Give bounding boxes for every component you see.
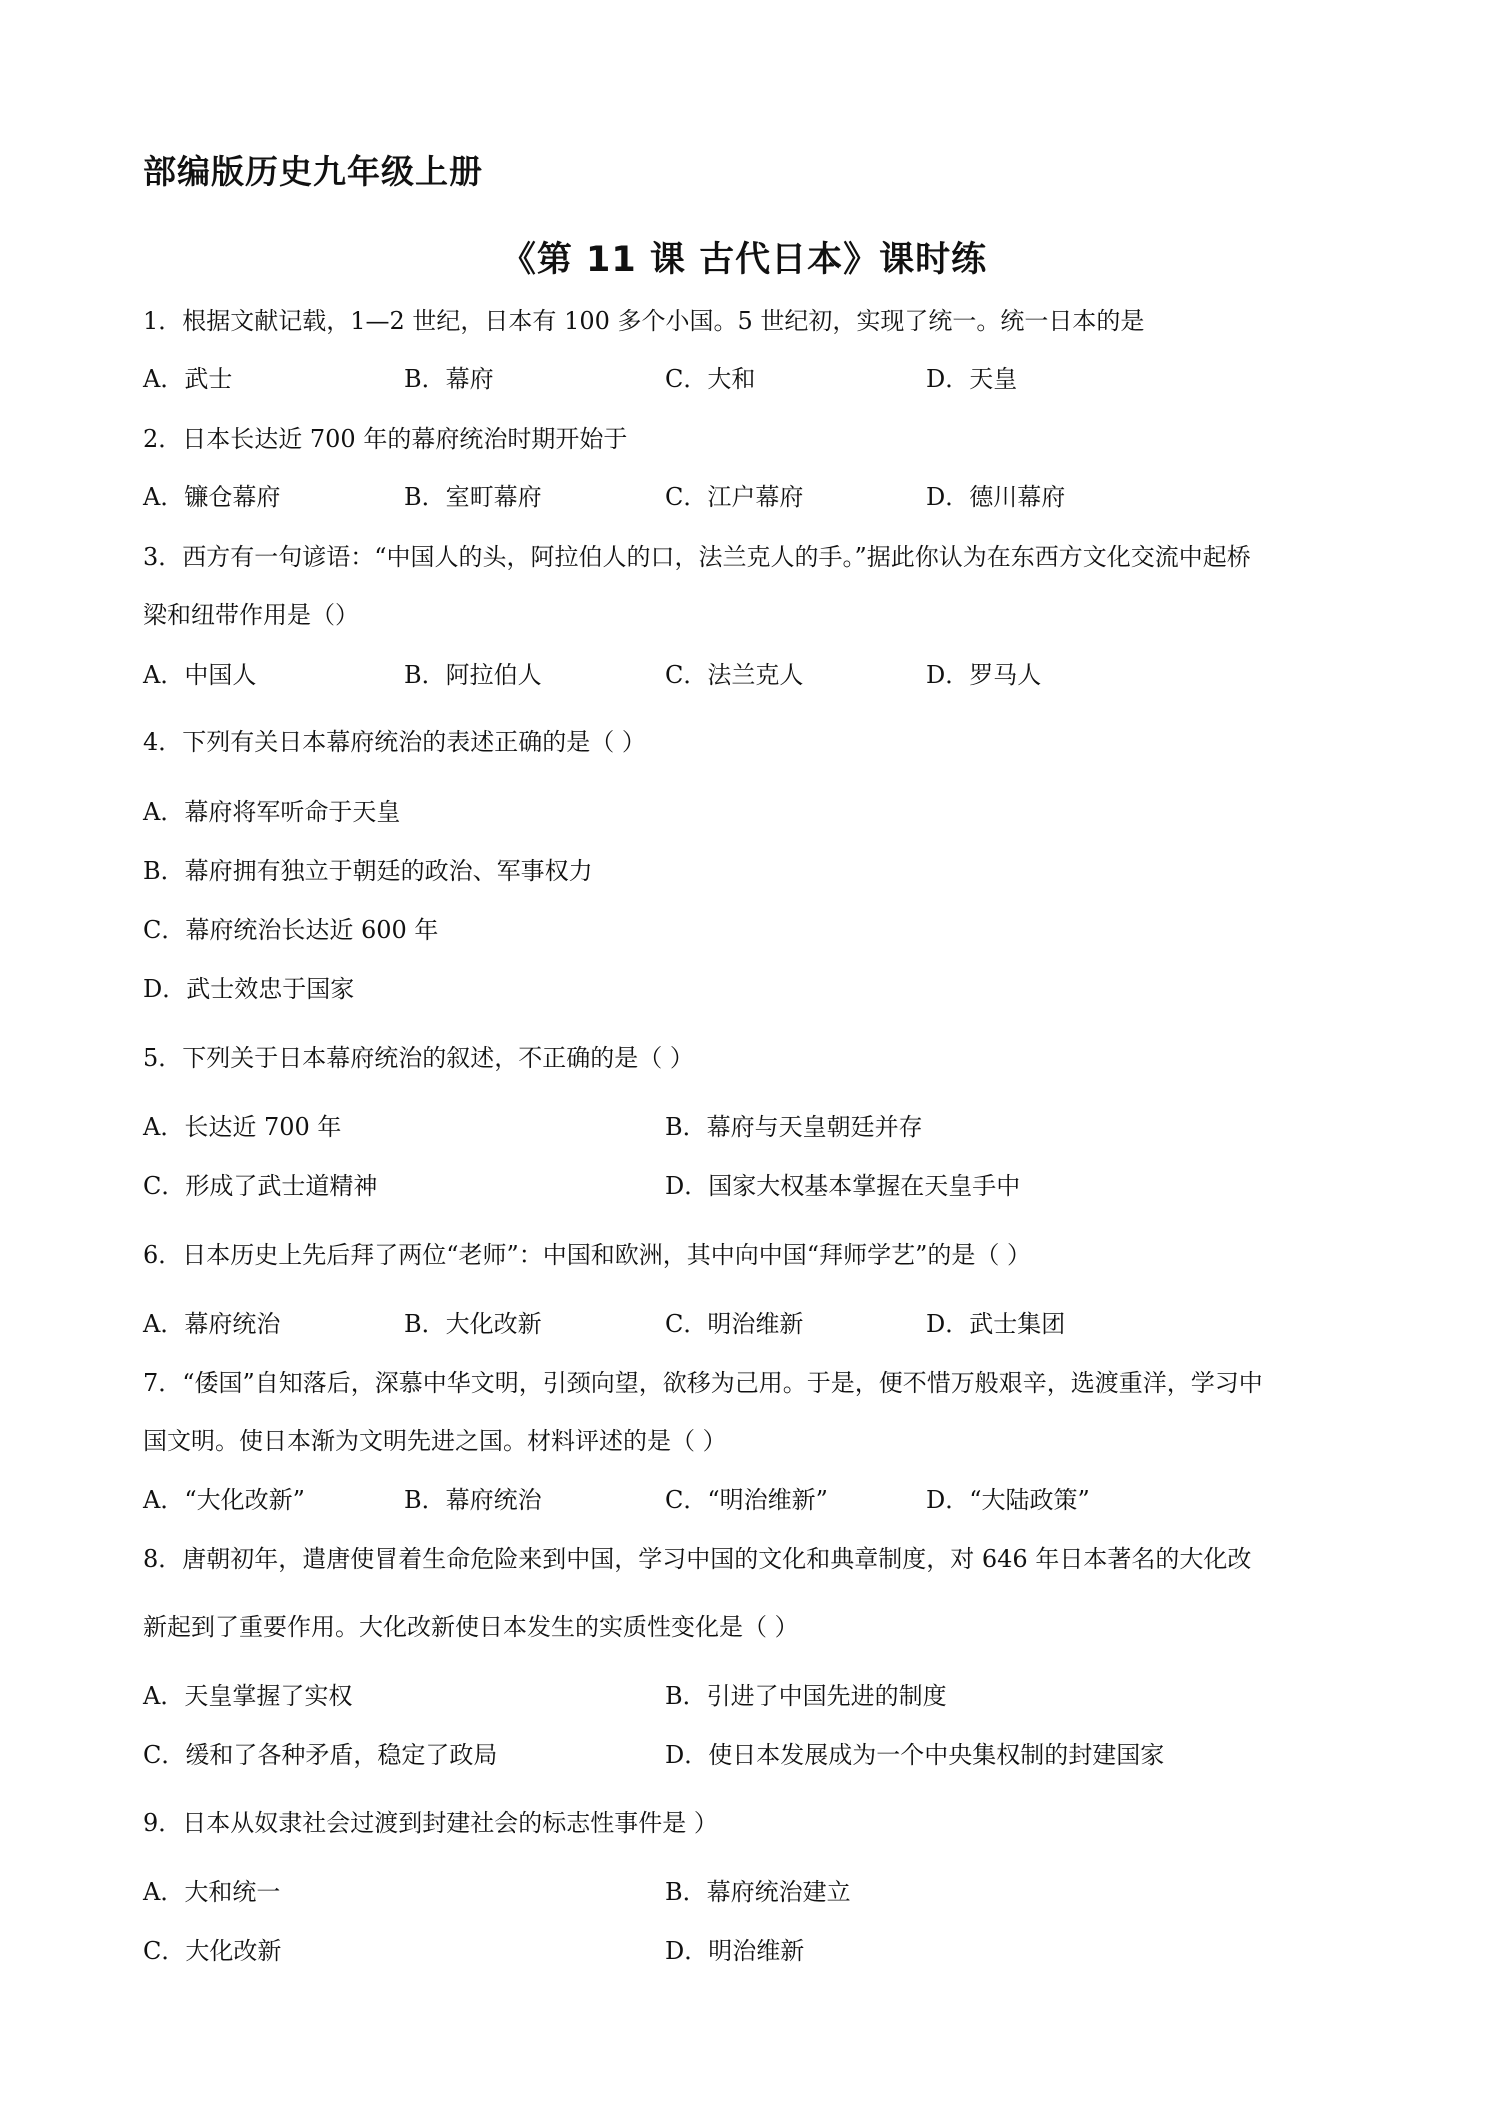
question-1-text: 1．根据文献记载，1—2 世纪，日本有 100 多个小国。5 世纪初，实现了统一。统一日本的是 <box>143 307 1145 335</box>
question-8-option-c: C．缓和了各种矛盾，稳定了政局 <box>143 1741 498 1769</box>
question-4-option-c: C．幕府统治长达近 600 年 <box>143 916 439 944</box>
question-2-text: 2．日本长达近 700 年的幕府统治时期开始于 <box>143 425 628 453</box>
question-5-text: 5．下列关于日本幕府统治的叙述，不正确的是（ ） <box>143 1044 694 1072</box>
question-8-option-b: B．引进了中国先进的制度 <box>665 1682 947 1710</box>
question-4-option-d: D．武士效忠于国家 <box>143 975 355 1003</box>
question-4-option-b: B．幕府拥有独立于朝廷的政治、军事权力 <box>143 857 593 885</box>
question-4-text: 4．下列有关日本幕府统治的表述正确的是（ ） <box>143 728 646 756</box>
question-8-text-cont: 新起到了重要作用。大化改新使日本发生的实质性变化是（ ） <box>143 1613 799 1641</box>
question-7-text: 7．“倭国”自知落后，深慕中华文明，引颈向望，欲移为己用。于是，便不惜万般艰辛，选渡重洋，学习中 <box>143 1369 1263 1397</box>
question-1-option-c: C．大和 <box>665 365 756 393</box>
question-7-text-cont: 国文明。使日本渐为文明先进之国。材料评述的是（ ） <box>143 1427 727 1455</box>
question-8-text: 8．唐朝初年，遣唐使冒着生命危险来到中国，学习中国的文化和典章制度，对 646 年日本著名的大化改 <box>143 1545 1252 1573</box>
question-1-option-a: A．武士 <box>143 365 233 393</box>
question-7-option-a: A．“大化改新” <box>143 1486 305 1514</box>
document-header-title: 部编版历史九年级上册 <box>143 152 483 191</box>
question-3-text-cont: 梁和纽带作用是（） <box>143 601 359 629</box>
question-3-text: 3．西方有一句谚语：“中国人的头，阿拉伯人的口，法兰克人的手。”据此你认为在东西方文化交流中起桥 <box>143 543 1251 571</box>
question-3-option-c: C．法兰克人 <box>665 661 804 689</box>
question-8-option-d: D．使日本发展成为一个中央集权制的封建国家 <box>665 1741 1165 1769</box>
question-5-option-b: B．幕府与天皇朝廷并存 <box>665 1113 923 1141</box>
question-5-option-a: A．长达近 700 年 <box>143 1113 342 1141</box>
question-4-option-a: A．幕府将军听命于天皇 <box>143 798 401 826</box>
question-8-option-a: A．天皇掌握了实权 <box>143 1682 353 1710</box>
question-2-option-c: C．江户幕府 <box>665 483 804 511</box>
question-6-option-d: D．武士集团 <box>926 1310 1066 1338</box>
question-6-option-b: B．大化改新 <box>404 1310 542 1338</box>
question-9-option-b: B．幕府统治建立 <box>665 1878 851 1906</box>
question-3-option-a: A．中国人 <box>143 661 257 689</box>
question-3-option-d: D．罗马人 <box>926 661 1042 689</box>
question-7-option-b: B．幕府统治 <box>404 1486 542 1514</box>
question-5-option-c: C．形成了武士道精神 <box>143 1172 378 1200</box>
question-9-option-c: C．大化改新 <box>143 1937 282 1965</box>
question-9-text: 9．日本从奴隶社会过渡到封建社会的标志性事件是 ） <box>143 1809 718 1837</box>
question-7-option-d: D．“大陆政策” <box>926 1486 1090 1514</box>
question-2-option-a: A．镰仓幕府 <box>143 483 281 511</box>
question-3-option-b: B．阿拉伯人 <box>404 661 542 689</box>
lesson-title: 《第 11 课 古代日本》课时练 <box>500 240 988 280</box>
question-6-text: 6．日本历史上先后拜了两位“老师”：中国和欧洲，其中向中国“拜师学艺”的是（ ） <box>143 1241 1031 1269</box>
question-1-option-b: B．幕府 <box>404 365 494 393</box>
question-7-option-c: C．“明治维新” <box>665 1486 828 1514</box>
question-1-option-d: D．天皇 <box>926 365 1018 393</box>
question-9-option-a: A．大和统一 <box>143 1878 281 1906</box>
question-9-option-d: D．明治维新 <box>665 1937 805 1965</box>
question-2-option-b: B．室町幕府 <box>404 483 542 511</box>
question-6-option-c: C．明治维新 <box>665 1310 804 1338</box>
question-2-option-d: D．德川幕府 <box>926 483 1066 511</box>
question-5-option-d: D．国家大权基本掌握在天皇手中 <box>665 1172 1021 1200</box>
question-6-option-a: A．幕府统治 <box>143 1310 281 1338</box>
